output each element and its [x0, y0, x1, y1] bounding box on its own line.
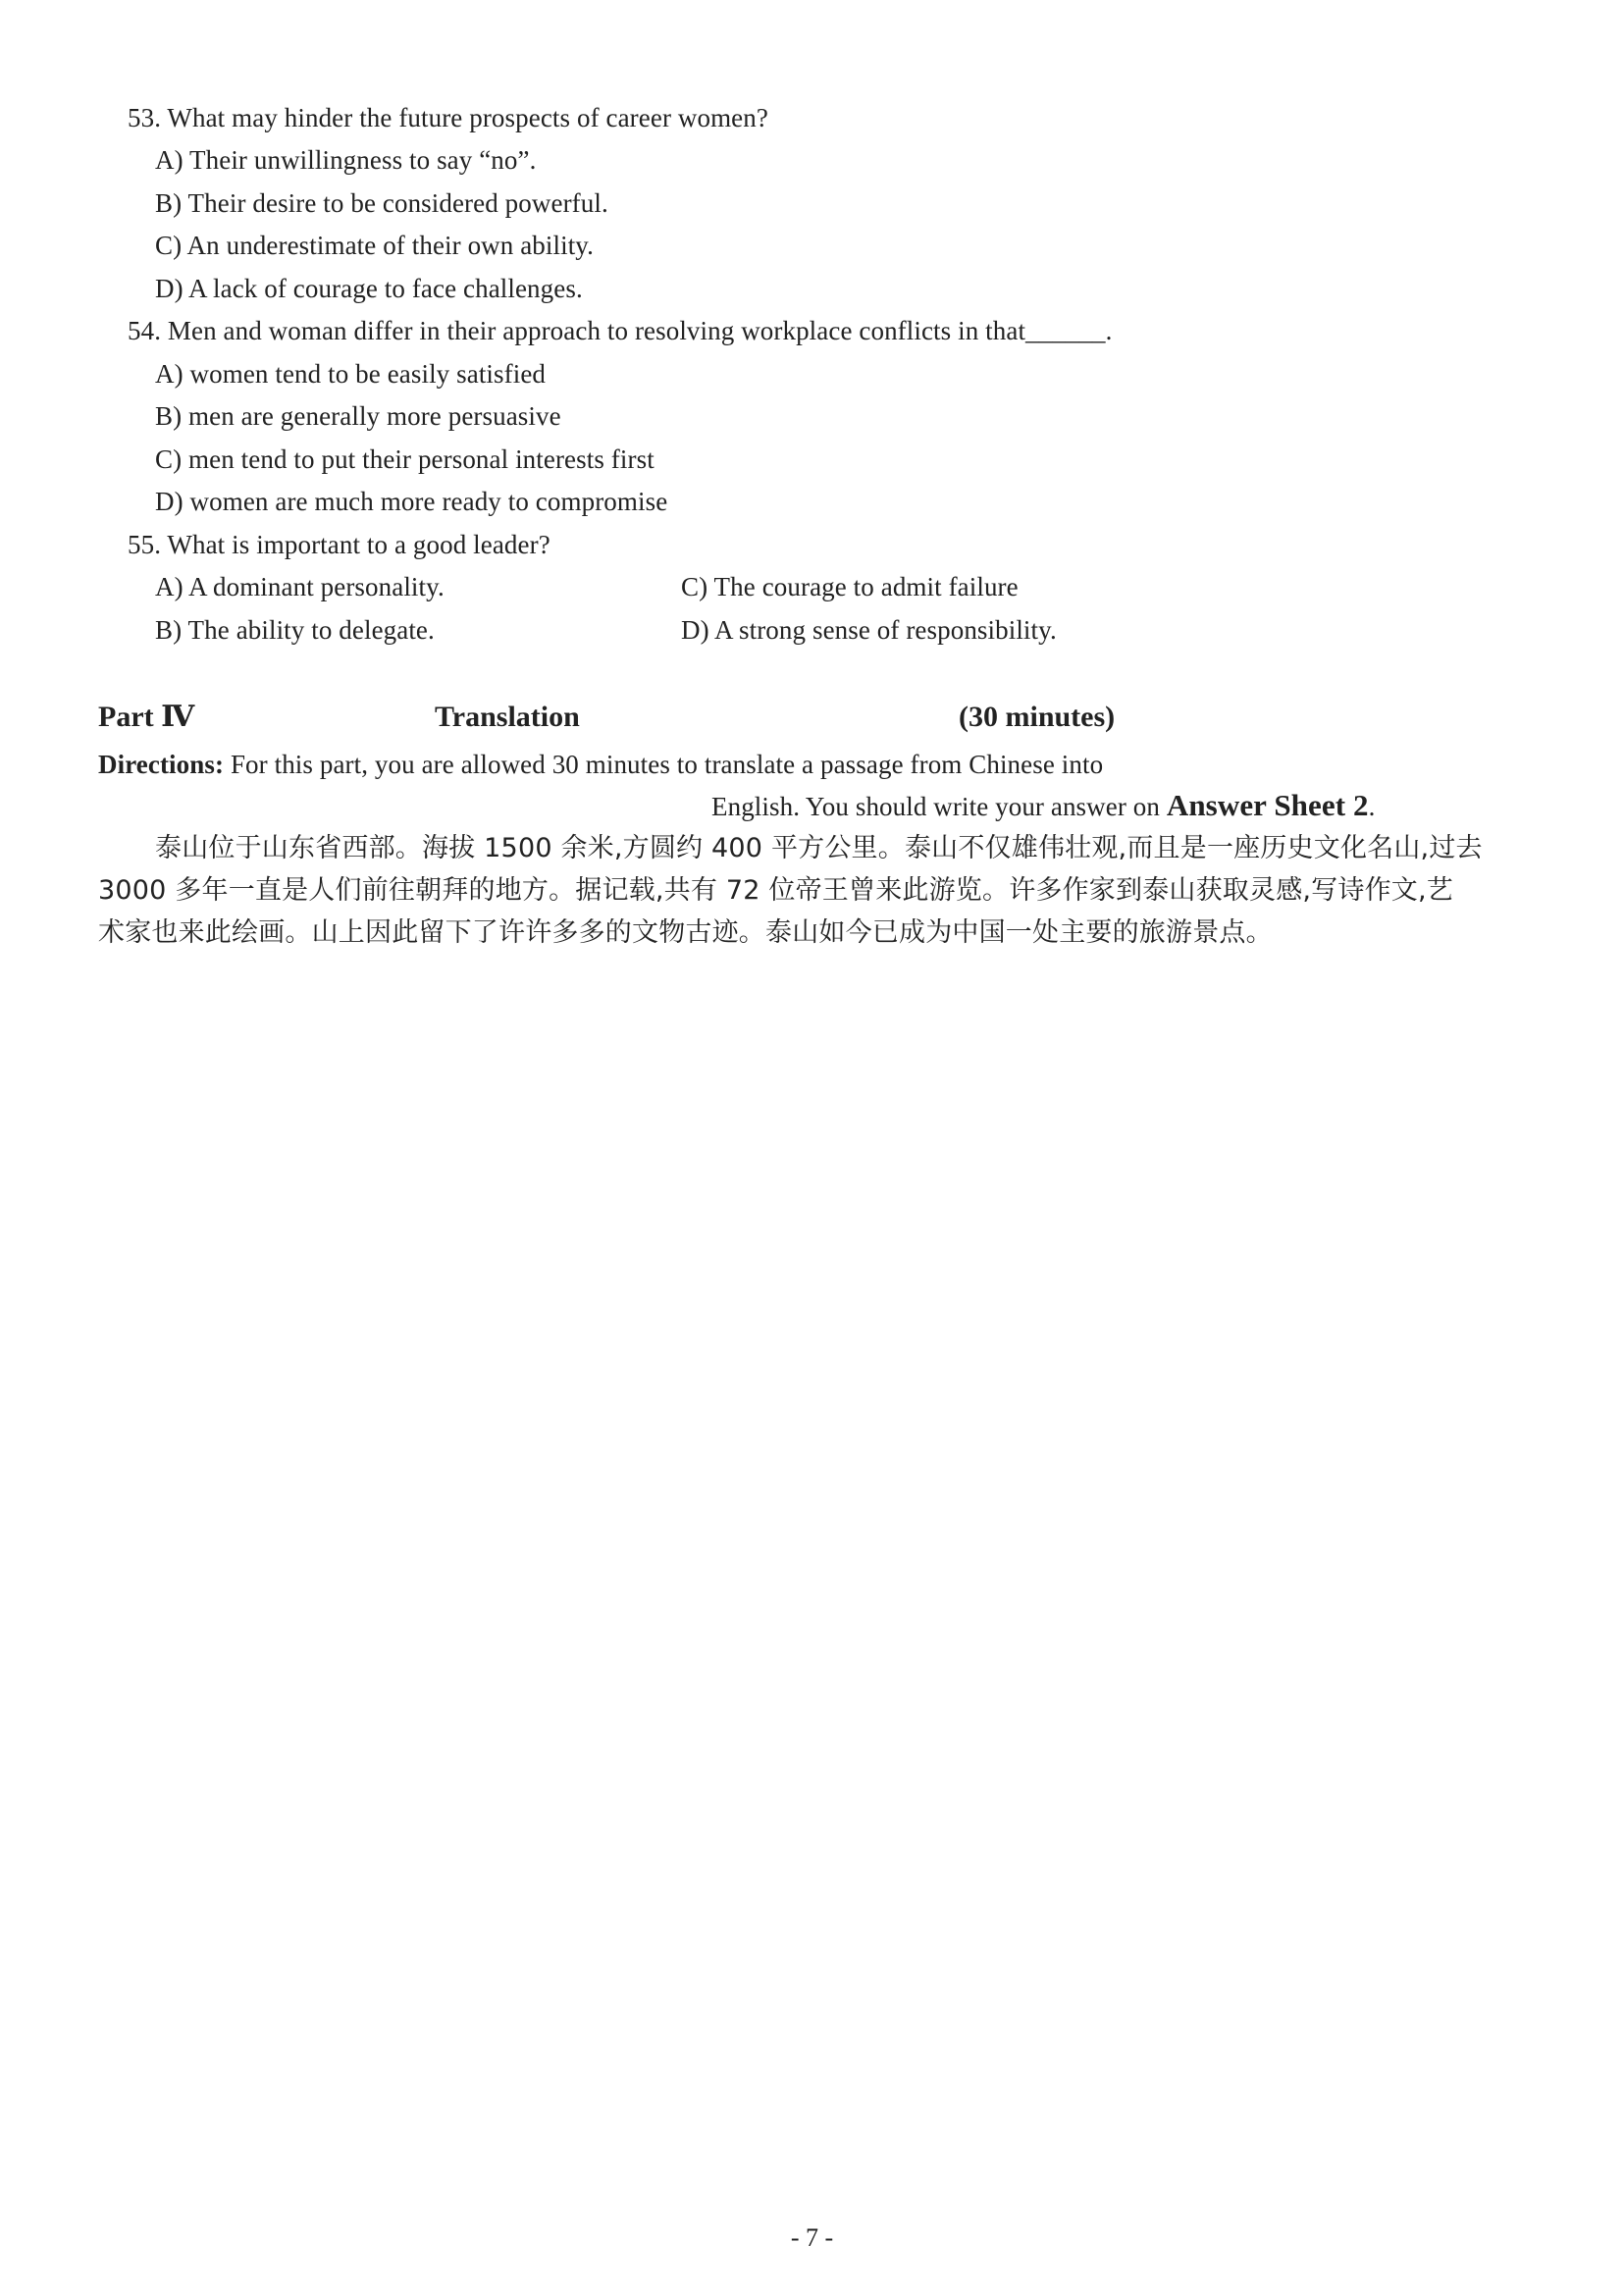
- directions-line-1: [98, 748, 1103, 781]
- part-time: (30 minutes): [959, 701, 1116, 733]
- question-53-option-d: D) A lack of courage to face challenges.: [155, 274, 583, 303]
- page-number: - 7 -: [790, 2223, 834, 2252]
- question-55-option-d: D) A strong sense of responsibility.: [681, 615, 1057, 645]
- question-55-option-a: A) A dominant personality.: [155, 572, 445, 601]
- question-53-stem: 53. What may hinder the future prospects of career women?: [128, 103, 768, 132]
- part-title: Translation: [435, 701, 580, 733]
- question-55-stem: 55. What is important to a good leader?: [128, 530, 550, 559]
- question-54-option-d: D) women are much more ready to compromise: [155, 487, 668, 516]
- directions-line-2-text: English. You should write your answer on: [711, 792, 1167, 821]
- question-54-option-c: C) men tend to put their personal interests first: [155, 444, 655, 474]
- passage-line-2: 3000 多年一直是人们前往朝拜的地方。据记载,共有 72 位帝王曾来此游览。许多作家到泰山获取灵感,写诗作文,艺: [98, 875, 1453, 906]
- directions-label: Directions:: [98, 750, 225, 779]
- question-53-option-b: B) Their desire to be considered powerful.: [155, 188, 608, 218]
- question-53-option-c: C) An underestimate of their own ability.: [155, 231, 595, 260]
- directions-line-2-end: .: [1368, 792, 1376, 821]
- question-54-option-a: A) women tend to be easily satisfied: [155, 359, 547, 389]
- passage-line-3: 术家也来此绘画。山上因此留下了许许多多的文物古迹。泰山如今已成为中国一处主要的旅游景点。: [98, 917, 1273, 948]
- directions-line-2: [711, 789, 1375, 823]
- question-54-stem: 54. Men and woman differ in their approach to resolving workplace conflicts in that______.: [128, 316, 1113, 345]
- passage-line-1: 泰山位于山东省西部。海拔 1500 余米,方圆约 400 平方公里。泰山不仅雄伟壮观,而且是一座历史文化名山,过去: [155, 833, 1483, 863]
- question-55-option-c: C) The courage to admit failure: [681, 572, 1019, 601]
- answer-sheet-reference: Answer Sheet 2: [1166, 788, 1369, 822]
- question-53-option-a: A) Their unwillingness to say “no”.: [155, 145, 537, 175]
- question-55-option-b: B) The ability to delegate.: [155, 615, 435, 645]
- directions-text: For this part, you are allowed 30 minutes to translate a passage from Chinese into: [230, 750, 1104, 779]
- part-label: Part Ⅳ: [98, 701, 195, 733]
- question-54-option-b: B) men are generally more persuasive: [155, 401, 561, 431]
